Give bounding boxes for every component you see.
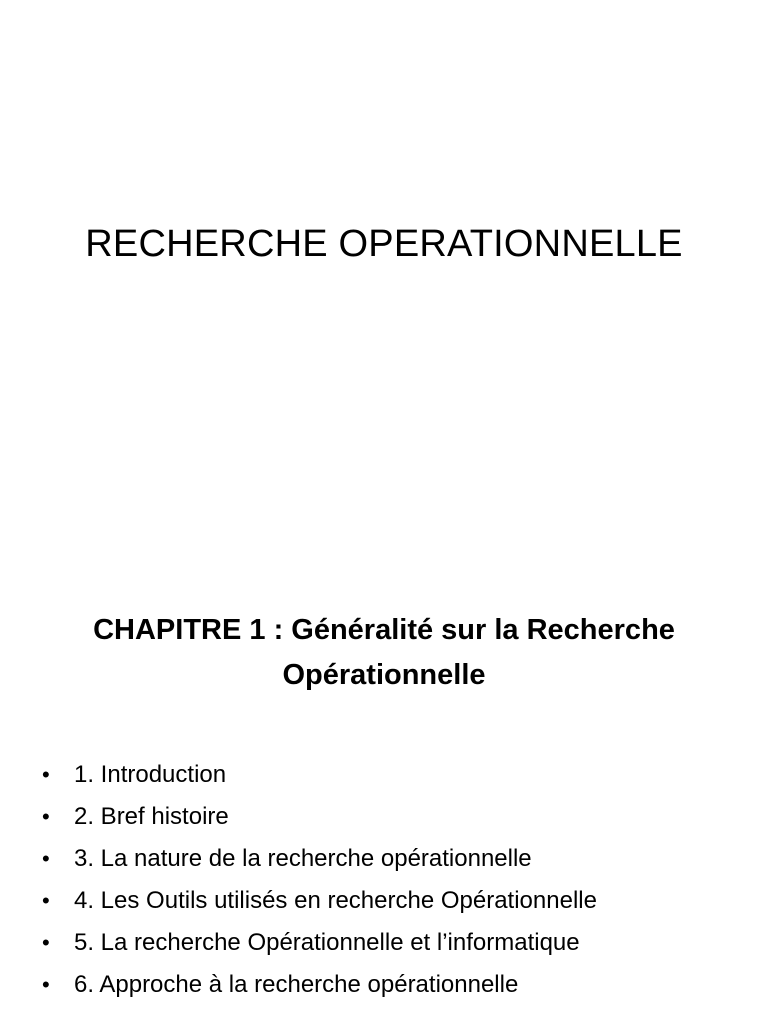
- chapter-heading-line-1: CHAPITRE 1 : Généralité sur la Recherche: [93, 614, 675, 646]
- outline-item-4: [42, 880, 742, 922]
- document-title: RECHERCHE OPERATIONNELLE: [85, 223, 683, 265]
- outline-item-2: [42, 796, 742, 838]
- chapter-heading-line-2: Opérationnelle: [282, 659, 486, 691]
- outline-item-label: 5. La recherche Opérationnelle et l’informatique: [74, 929, 580, 956]
- chapter-outline-list: [42, 754, 742, 1006]
- bullet-icon: •: [42, 972, 50, 997]
- outline-item-label: 4. Les Outils utilisés en recherche Opérationnelle: [74, 887, 597, 914]
- chapter-slide: [0, 576, 768, 1024]
- chapter-heading: [30, 608, 738, 698]
- bullet-icon: •: [42, 804, 50, 829]
- bullet-icon: •: [42, 846, 50, 871]
- outline-item-6: [42, 964, 742, 1006]
- bullet-icon: •: [42, 762, 50, 787]
- outline-item-label: 3. La nature de la recherche opérationnelle: [74, 845, 532, 872]
- outline-item-1: [42, 754, 742, 796]
- bullet-icon: •: [42, 888, 50, 913]
- outline-item-label: 2. Bref histoire: [74, 803, 229, 830]
- outline-item-5: [42, 922, 742, 964]
- outline-item-label: 6. Approche à la recherche opérationnelle: [74, 971, 519, 998]
- bullet-icon: •: [42, 930, 50, 955]
- outline-item-label: 1. Introduction: [74, 761, 227, 788]
- outline-item-3: [42, 838, 742, 880]
